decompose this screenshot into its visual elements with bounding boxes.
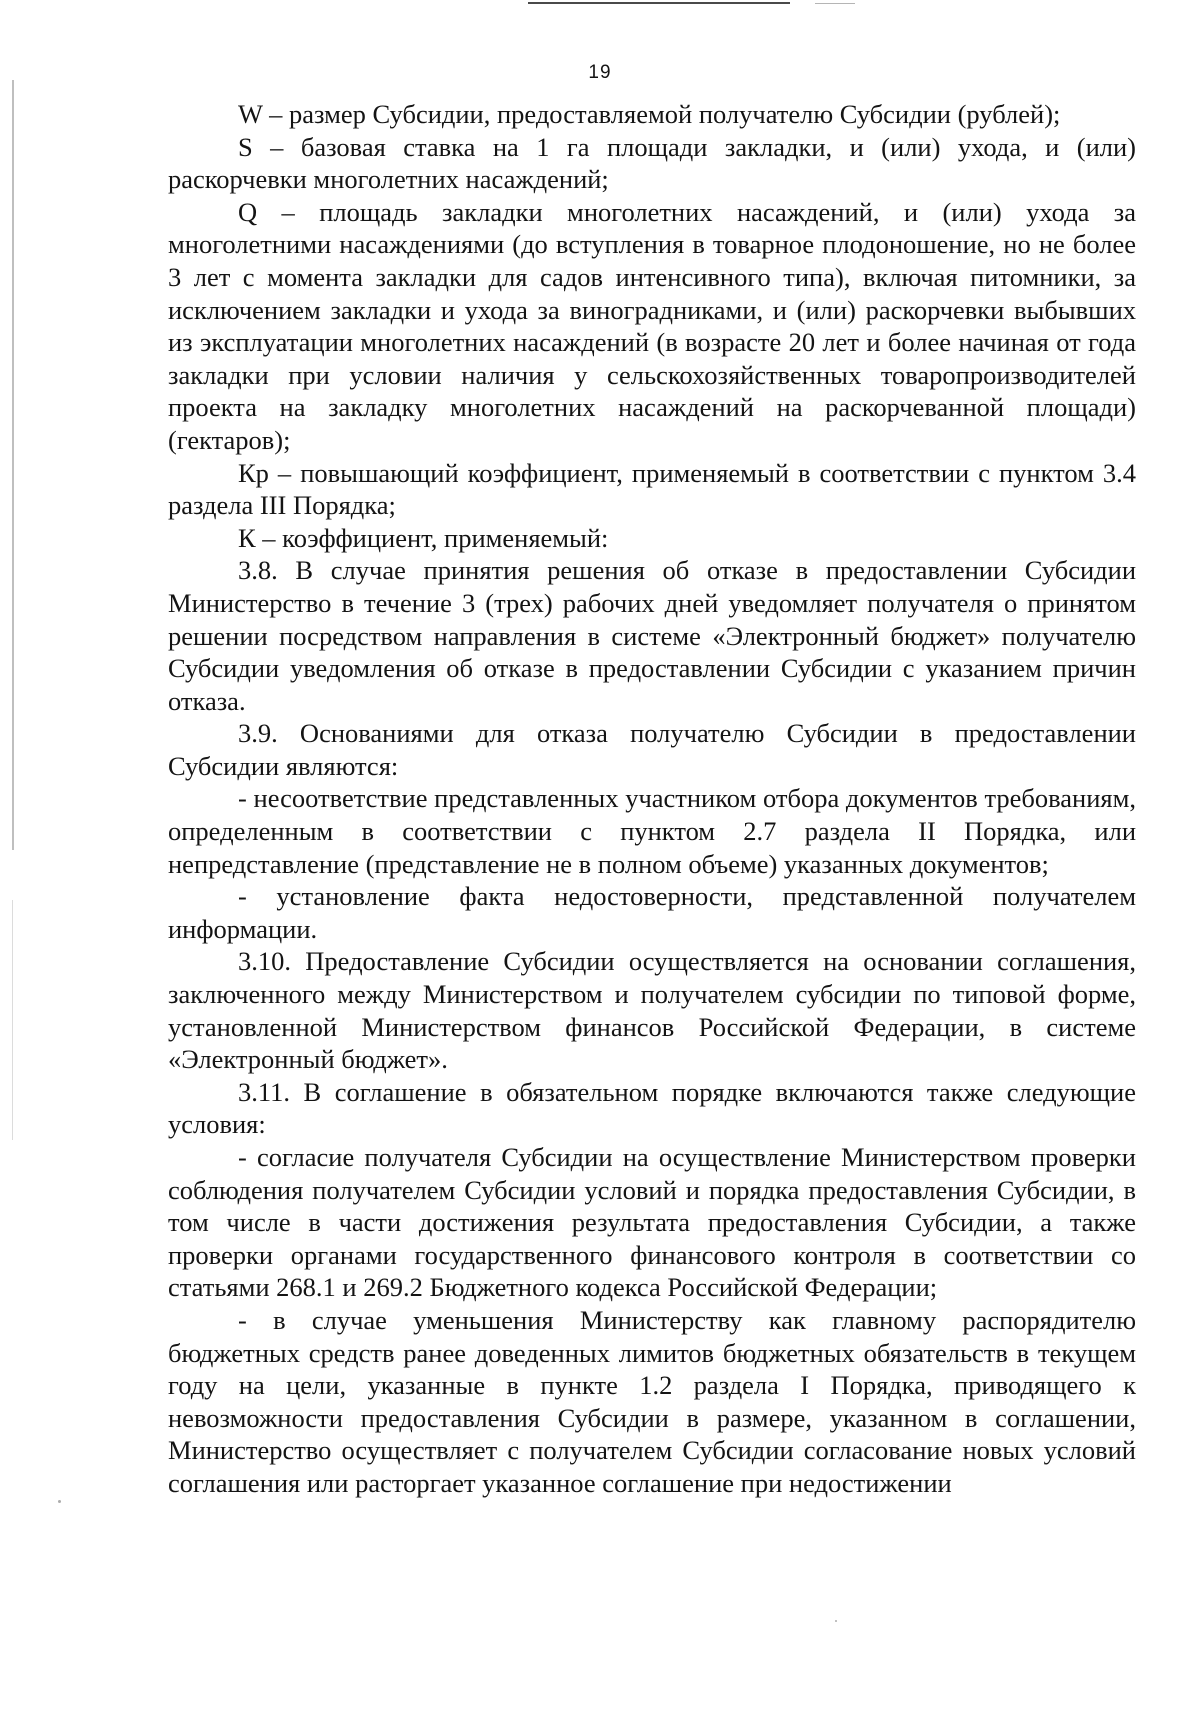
scan-top-rule	[528, 2, 790, 4]
scan-left-edge-line	[12, 80, 14, 850]
paragraph-3-9-item-1: - несоответствие представленных участником отбора документов требованиям, определенным в соответствии с пунктом 2.7 раздела II Порядка, или непредставление (представление не в полном объеме) указанных документов;	[168, 783, 1136, 879]
paragraph-q-definition: Q – площадь закладки многолетних насаждений, и (или) ухода за многолетними насаждениями (до вступления в товарное плодоношение, но не более 3 лет с момента закладки для садов интенсивного типа), включая питомники, за исключением закладки и ухода за виноградниками, и (или) раскорчевки выбывших из эксплуатации многолетних насаждений (в возрасте 20 лет и более начиная от года закладки при условии наличия у сельскохозяйственных товаропроизводителей проекта на закладку многолетних насаждений на раскорчеванной площади) (гектаров);	[168, 196, 1136, 455]
paragraph-3-9: 3.9. Основаниями для отказа получателю Субсидии в предоставлении Субсидии являются:	[168, 718, 1136, 781]
page-number: 19	[588, 62, 612, 83]
paragraph-w-definition: W – размер Субсидии, предоставляемой получателю Субсидии (рублей);	[238, 99, 1061, 129]
paragraph-3-9-item-2: - установление факта недостоверности, представленной получателем информации.	[168, 881, 1136, 944]
scan-left-edge-line-lower	[12, 900, 13, 1140]
paragraph-k-definition: К – коэффициент, применяемый:	[238, 522, 609, 553]
paragraph-3-10: 3.10. Предоставление Субсидии осуществляется на основании соглашения, заключенного между Министерством и получателем субсидии по типовой форме, установленной Министерством финансов Российской Федерации, в системе «Электронный бюджет».	[168, 946, 1136, 1075]
paragraph-3-11-item-2: - в случае уменьшения Министерству как главному распорядителю бюджетных средств ранее доведенных лимитов бюджетных обязательств в текущем году на цели, указанные в пункте 1.2 раздела I Порядка, приводящего к невозможности предоставления Субсидии в размере, указанном в соглашении, Министерство осуществляет с получателем Субсидии согласование новых условий соглашения или расторгает указанное соглашение при недостижении	[168, 1304, 1136, 1498]
scan-speck	[58, 1500, 61, 1503]
scan-speck	[835, 1620, 837, 1622]
paragraph-kp-definition: Кр – повышающий коэффициент, применяемый в соответствии с пунктом 3.4 раздела III Порядка;	[168, 457, 1136, 521]
paragraph-3-11: 3.11. В соглашение в обязательном порядке включаются также следующие условия:	[168, 1076, 1136, 1140]
document-body	[168, 98, 1136, 1500]
paragraph-3-11-item-1: - согласие получателя Субсидии на осуществление Министерством проверки соблюдения получателем Субсидии условий и порядка предоставления Субсидии, в том числе в части достижения результата предоставления Субсидии, а также проверки органами государственного финансового контроля в соответствии со статьями 268.1 и 269.2 Бюджетного кодекса Российской Федерации;	[168, 1142, 1136, 1303]
paragraph-3-8: 3.8. В случае принятия решения об отказе в предоставлении Субсидии Министерство в течение 3 (трех) рабочих дней уведомляет получателя о принятом решении посредством направления в системе «Электронный бюджет» получателю Субсидии уведомления об отказе в предоставлении Субсидии с указанием причин отказа.	[168, 555, 1136, 716]
scan-top-rule-fragment	[815, 3, 855, 4]
paragraph-s-definition: S – базовая ставка на 1 га площади закладки, и (или) ухода, и (или) раскорчевки многолетних насаждений;	[168, 131, 1136, 195]
